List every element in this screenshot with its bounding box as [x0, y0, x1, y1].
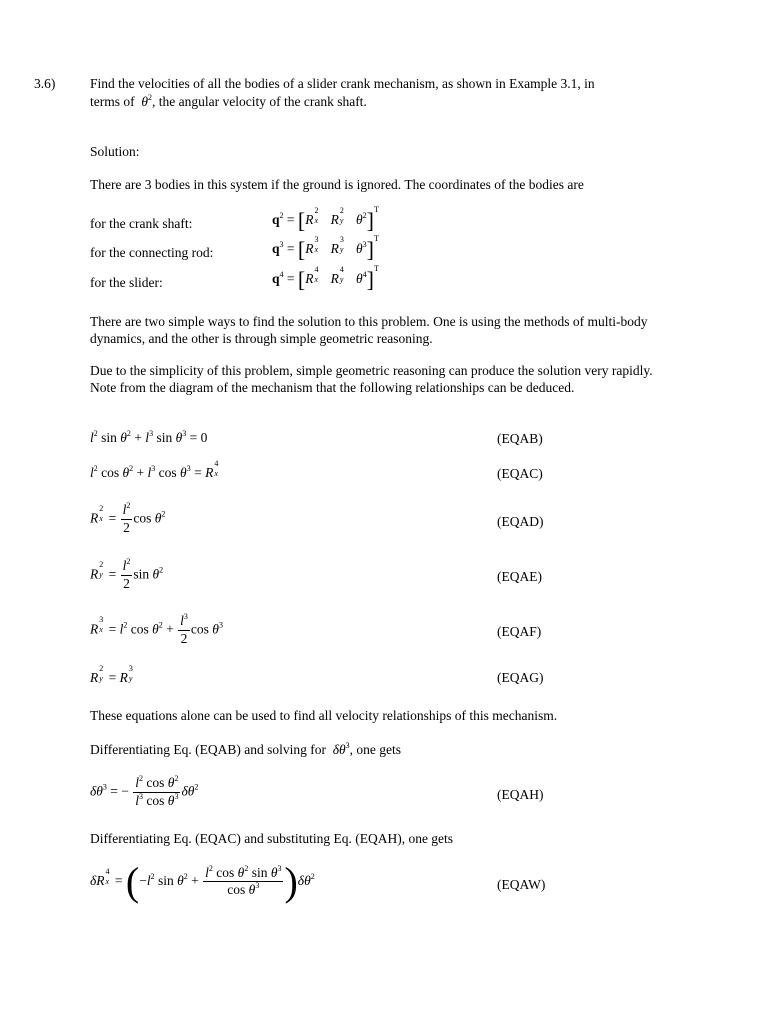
problem-number: 3.6)	[34, 76, 56, 91]
problem-line-2-pre: terms of	[90, 94, 135, 109]
eq-label-eqae: (EQAE)	[497, 569, 542, 584]
body-label-rod: for the connecting rod:	[90, 245, 214, 260]
differentiating-line-1: Differentiating Eq. (EQAB) and solving for $\delta\theta^3$, one gets	[90, 741, 401, 757]
eq-label-eqah: (EQAH)	[497, 787, 544, 802]
intro-text: There are 3 bodies in this system if the ground is ignored. The coordinates of the bodies are	[90, 177, 584, 192]
eq-label-eqac: (EQAC)	[497, 466, 543, 481]
theta-symbol: $\theta^2$	[141, 93, 153, 109]
body-label-slider: for the slider:	[90, 275, 163, 290]
solution-label: Solution:	[90, 144, 140, 159]
diff1-post: , one gets	[349, 742, 401, 757]
body-label-crank: for the crank shaft:	[90, 216, 193, 231]
equation-eqad: R 2 x = $\frac{l^2}{2}$ $\cos \theta^2$	[90, 501, 166, 535]
equation-eqaw: δR 4 x = ($-l^2$ $\sin \theta^2$ + $\frac{l^2 \cos \theta^2 \sin \theta^3}{\cos \theta^3}$ )$\delta\theta^2$	[90, 859, 315, 904]
problem-line-2	[90, 94, 367, 111]
vector-q3: $q^3 = [R$ 3 x R 3 y $\theta^3]^T$	[272, 234, 379, 262]
paragraph-alone: These equations alone can be used to find all velocity relationships of this mechanism.	[90, 708, 558, 723]
equation-eqah: $\delta\theta^3$ = − $\frac{l^2 \cos \theta^2}{l^3 \cos \theta^3}$ $\delta\theta^2$	[90, 774, 199, 808]
eq-label-eqaf: (EQAF)	[497, 624, 542, 639]
equation-eqab: $l^2$ $\sin \theta^2 + l^3$ $\sin \theta^3 = 0$	[90, 429, 208, 445]
eq-label-eqab: (EQAB)	[497, 431, 543, 446]
diff1-pre: Differentiating Eq. (EQAB) and solving for	[90, 742, 326, 757]
paragraph-simplicity: Due to the simplicity of this problem, simple geometric reasoning can produce the solution very rapidly. Note from the diagram of the mechanism that the following relationships can be deduced.	[90, 363, 653, 395]
vector-q4: $q^4 = [R$ 4 x R 4 y $\theta^4]^T$	[272, 264, 379, 292]
problem-line-1: Find the velocities of all the bodies of a slider crank mechanism, as shown in Example 3.1, in	[90, 76, 595, 91]
problem-line-2-post: , the angular velocity of the crank shaft.	[152, 94, 367, 109]
vector-q2: $q^2 = [R$ 2 x R 2 y $\theta^2]^T$	[272, 205, 379, 233]
differentiating-line-2: Differentiating Eq. (EQAC) and substituting Eq. (EQAH), one gets	[90, 831, 454, 846]
eq-label-eqag: (EQAG)	[497, 670, 544, 685]
equation-eqac: $l^2$ $\cos \theta^2 + l^3$ $\cos \theta^3 = R$ 4 x	[90, 459, 219, 480]
equation-eqae: R 2 y = $\frac{l^2}{2}$ $\sin \theta^2$	[90, 557, 164, 591]
eq-label-eqaw: (EQAW)	[497, 877, 546, 892]
equation-eqag: R 2 y = R 3 y	[90, 664, 133, 685]
paragraph-two-ways: There are two simple ways to find the solution to this problem. One is using the methods of multi-body dynamics, and the other is through simple geometric reasoning.	[90, 314, 648, 346]
equation-eqaf: R 3 x = $l^2$ $\cos \theta^2$ + $\frac{l^3}{2}$ $\cos \theta^3$	[90, 612, 223, 646]
eq-label-eqad: (EQAD)	[497, 514, 544, 529]
